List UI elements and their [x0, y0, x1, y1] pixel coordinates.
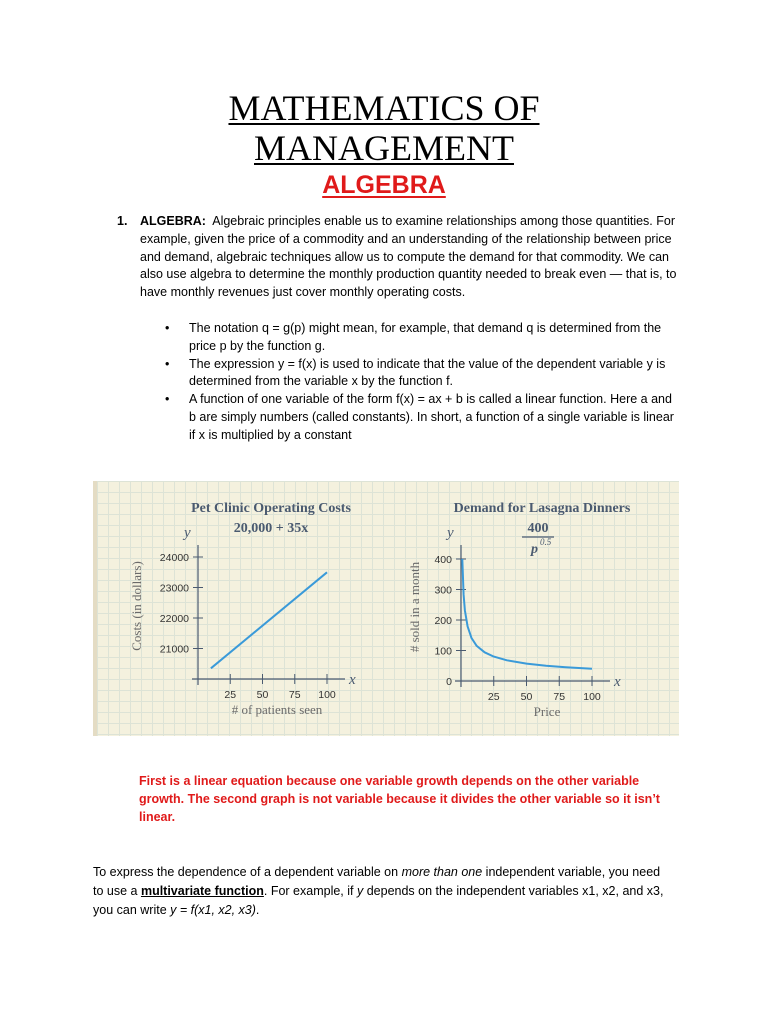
chart1-subtitle: 20,000 + 35x	[233, 521, 309, 536]
x-tick-label: 50	[256, 689, 269, 701]
list-item	[165, 391, 675, 444]
bullet-list	[165, 320, 675, 445]
bullet-text: The expression	[189, 356, 278, 371]
algebra-paragraph	[140, 213, 677, 302]
x-axis-letter: x	[614, 674, 621, 690]
title-line-1: MATHEMATICS OF	[228, 88, 540, 128]
bullet-math: y = f(x)	[277, 356, 317, 371]
bullet-math: q = g(p)	[261, 321, 306, 335]
section-subtitle: ALGEBRA	[322, 171, 446, 199]
bullet-text: might mean, for example, that demand q is determined from the price p by the function g.	[189, 321, 662, 353]
para-text: . For example, if	[263, 884, 357, 898]
para-text: independent variable, you need to use a	[93, 865, 661, 898]
algebra-heading: ALGEBRA:	[140, 214, 206, 228]
list-number: 1.	[117, 214, 128, 228]
y-tick-label: 22000	[159, 613, 189, 625]
bullet-icon: •	[165, 356, 170, 371]
y-axis-letter: y	[184, 525, 191, 541]
algebra-section	[117, 213, 677, 302]
bullet-text: is called a linear function. Here a and b are simply numbers (called constants). In short, a function of a single variable is linear if x is multiplied by a constant	[189, 392, 674, 442]
x-tick-label: 25	[224, 689, 237, 701]
para-text: depends on the independent variables	[363, 884, 583, 898]
bullet-text: is used to indicate that the value of the dependent variable y is determined from the variable x by the function f.	[189, 356, 666, 389]
y-tick-label: 21000	[159, 643, 189, 656]
chart2	[407, 525, 621, 719]
series-line	[462, 559, 592, 669]
chart1	[129, 525, 356, 717]
y-axis-letter: y	[447, 525, 454, 541]
multivariate-term: multivariate function	[140, 884, 264, 898]
y-tick-label: 300	[434, 584, 452, 597]
x-tick-label: 75	[553, 691, 566, 703]
para-variables: x1, x2,	[582, 884, 619, 898]
bullet-text: The notation	[189, 321, 262, 335]
x-axis-title: Price	[533, 704, 561, 719]
chart2-numerator: 400	[527, 521, 549, 536]
multivariate-paragraph	[93, 863, 673, 920]
charts-svg	[97, 481, 679, 736]
algebra-text: Algebraic principles enable us to examine relationships among those quantities. For example, given the price of a commodity and an understanding of the relationship between price and demand, algebraic techniques allow us to compute the demand for that commodity. We can also use algebra to determine the monthly production quantity needed to break even — that is, to have monthly revenues just cover monthly operating costs.	[140, 214, 677, 300]
bullet-icon: •	[165, 321, 170, 335]
chart1-title: Pet Clinic Operating Costs	[191, 501, 351, 516]
y-axis-title: # sold in a month	[407, 561, 422, 653]
series-line	[211, 572, 327, 668]
y-tick-label: 400	[434, 554, 452, 566]
y-tick-label: 23000	[159, 582, 189, 595]
bullet-text: A function of one variable of the form	[189, 392, 397, 407]
list-item	[165, 320, 675, 356]
para-text: .	[255, 903, 260, 917]
para-variable: y	[356, 884, 364, 898]
y-tick-label: 24000	[159, 552, 189, 564]
y-tick-label: 100	[434, 645, 452, 658]
x-tick-label: 25	[487, 691, 500, 703]
charts-figure	[93, 481, 679, 736]
x-tick-label: 100	[318, 689, 336, 701]
para-formula: y = f(x1, x2, x3)	[170, 903, 256, 917]
x-axis-letter: x	[349, 672, 356, 688]
note-text: First is a linear equation because one variable growth depends on the other variable growth. The second graph is not variable because it divides the other variable so it isn’t linear.	[139, 774, 660, 824]
y-axis-title: Costs (in dollars)	[129, 561, 144, 651]
x-tick-label: 50	[520, 691, 533, 703]
y-tick-label: 200	[434, 615, 452, 627]
para-text: To express the dependence of a dependent variable on	[93, 865, 402, 879]
chart2-exponent: 0.5	[540, 537, 552, 547]
x-axis-title: # of patients seen	[231, 702, 323, 717]
chart2-denominator: p	[531, 542, 538, 557]
para-emphasis: more than one	[401, 865, 483, 879]
bullet-icon: •	[165, 392, 170, 407]
page-title	[0, 88, 768, 168]
title-line-2: MANAGEMENT	[254, 128, 514, 168]
bullet-math: f(x) = ax + b	[396, 392, 463, 407]
para-text: and x3, you can write	[93, 884, 664, 917]
list-item	[165, 356, 675, 392]
chart2-title: Demand for Lasagna Dinners	[453, 501, 631, 516]
x-tick-label: 100	[583, 691, 601, 703]
x-tick-label: 75	[288, 689, 301, 701]
y-tick-label: 0	[446, 676, 452, 688]
